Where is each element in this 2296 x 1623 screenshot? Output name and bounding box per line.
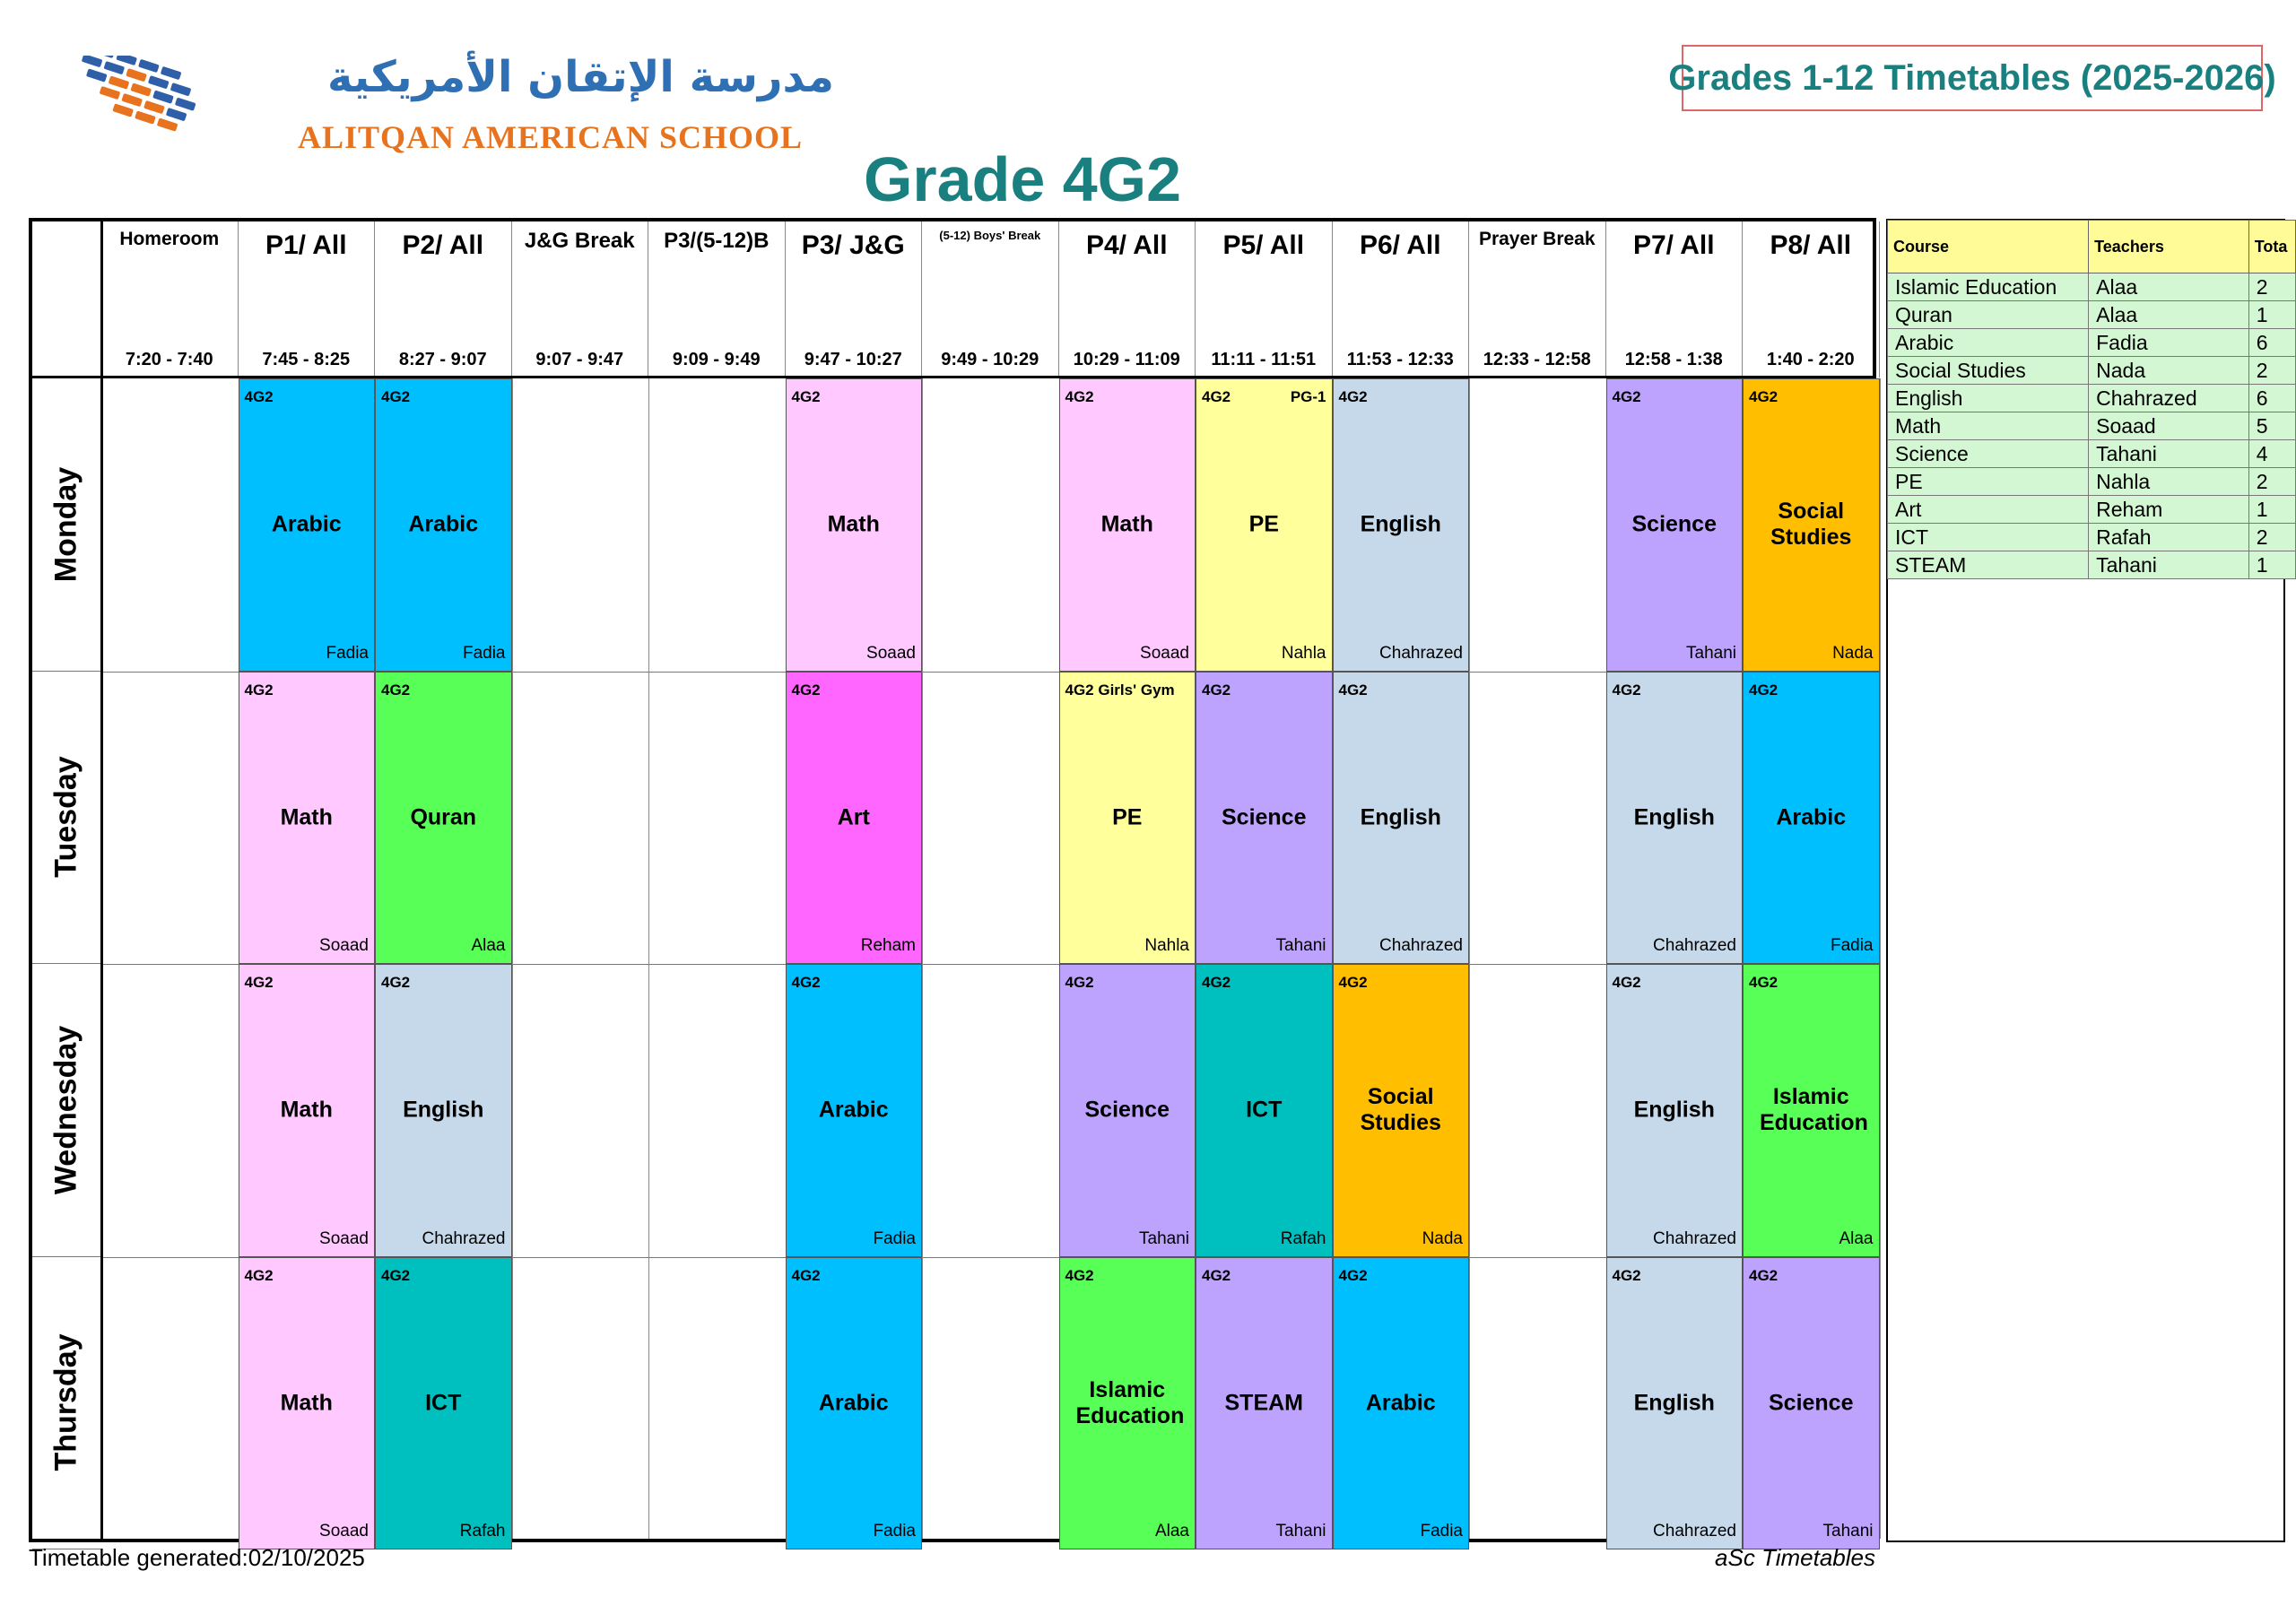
subject-name: Math: [280, 1390, 333, 1416]
subject-name: English: [403, 1097, 484, 1123]
class-code: 4G2: [1612, 1266, 1641, 1284]
teacher-name: Tahani: [1686, 643, 1736, 663]
class-code: 4G2: [1749, 974, 1779, 991]
teacher-name: Soaad: [1140, 643, 1189, 663]
summary-teacher: Alaa: [2089, 301, 2249, 329]
summary-course: Arabic: [1888, 329, 2089, 357]
software-credit: aSc Timetables: [1715, 1544, 1875, 1571]
subject-name: Science: [1221, 804, 1307, 830]
subject-name: Arabic: [1365, 1390, 1436, 1416]
class-code: 4G2: [1065, 974, 1094, 991]
summary-row: [1888, 385, 2296, 412]
teacher-name: Fadia: [462, 643, 506, 663]
teacher-name: Alaa: [1839, 1228, 1874, 1248]
teacher-name: Nahla: [1281, 643, 1326, 663]
class-code: 4G2: [1749, 681, 1779, 699]
summary-course: Quran: [1888, 301, 2089, 329]
summary-col-teachers: Teachers: [2089, 221, 2249, 273]
teacher-name: Chahrazed: [1653, 936, 1736, 955]
teacher-name: Nada: [1422, 1228, 1463, 1248]
teacher-name: Rafah: [1280, 1228, 1326, 1248]
day-label-monday: [32, 378, 100, 672]
subject-name: Science: [1768, 1390, 1854, 1416]
summary-teacher: Nahla: [2089, 468, 2249, 496]
summary-course: Art: [1888, 496, 2089, 524]
lesson-cell[interactable]: [1606, 378, 1744, 672]
class-code: 4G2: [381, 974, 411, 991]
day-label-thursday: [32, 1257, 100, 1550]
summary-teacher: Tahani: [2089, 551, 2249, 579]
lesson-cell[interactable]: [1606, 1257, 1744, 1550]
subject-name: English: [1360, 511, 1441, 537]
day-name: Monday: [48, 466, 83, 582]
summary-row: [1888, 468, 2296, 496]
lesson-cell[interactable]: [239, 672, 376, 965]
subject-name: PE: [1112, 804, 1143, 830]
summary-teacher: Reham: [2089, 496, 2249, 524]
lesson-cell[interactable]: [375, 378, 512, 672]
lesson-cell[interactable]: [1743, 378, 1880, 672]
summary-course: English: [1888, 385, 2089, 412]
lesson-cell[interactable]: [1333, 672, 1470, 965]
subject-name: Science: [1631, 511, 1717, 537]
teacher-name: Chahrazed: [1379, 643, 1463, 663]
subject-name: Islamic Education: [1760, 1084, 1868, 1136]
day-name: Wednesday: [48, 1025, 83, 1194]
summary-row: [1888, 357, 2296, 385]
lesson-cell[interactable]: [1743, 1257, 1880, 1550]
teacher-name: Chahrazed: [1653, 1228, 1736, 1248]
day-label-wednesday: [32, 964, 100, 1257]
period-name: P3/(5-12)B: [664, 229, 770, 253]
teacher-name: Alaa: [471, 936, 506, 955]
period-time: 11:11 - 11:51: [1211, 350, 1317, 369]
teacher-name: Tahani: [1139, 1228, 1189, 1248]
subject-name: Arabic: [408, 511, 479, 537]
class-code: 4G2: [1065, 388, 1094, 405]
period-name: P1/ All: [265, 230, 347, 260]
lesson-cell[interactable]: [1333, 378, 1470, 672]
period-name: P5/ All: [1222, 230, 1305, 260]
lesson-cell[interactable]: [1196, 1257, 1333, 1550]
class-code: 4G2: [1338, 974, 1368, 991]
teacher-name: Chahrazed: [422, 1228, 506, 1248]
period-name: P8/ All: [1770, 230, 1852, 260]
summary-row: [1888, 273, 2296, 301]
teacher-name: Soaad: [319, 1522, 369, 1541]
class-code: 4G2: [381, 388, 411, 405]
period-time: 7:45 - 8:25: [262, 350, 351, 369]
lesson-cell[interactable]: [375, 1257, 512, 1550]
class-code: 4G2: [1338, 681, 1368, 699]
summary-col-course: Course: [1888, 221, 2089, 273]
summary-course: Islamic Education: [1888, 273, 2089, 301]
class-code: 4G2: [1612, 974, 1641, 991]
subject-name: Social Studies: [1770, 499, 1852, 551]
summary-course: STEAM: [1888, 551, 2089, 579]
summary-row: [1888, 551, 2296, 579]
lesson-cell[interactable]: [786, 378, 923, 672]
school-name-english: ALITQAN AMERICAN SCHOOL: [298, 119, 804, 155]
teacher-name: Tahani: [1275, 1522, 1326, 1541]
subject-name: Math: [1100, 511, 1153, 537]
timetable-grid: [29, 218, 1876, 1542]
class-code: 4G2: [1338, 388, 1368, 405]
lesson-cell[interactable]: [1196, 378, 1333, 672]
class-code: 4G2: [1202, 1266, 1231, 1284]
class-code: 4G2: [791, 1266, 821, 1284]
teacher-name: Nahla: [1144, 936, 1189, 955]
teacher-name: Chahrazed: [1379, 936, 1463, 955]
period-header: [648, 221, 786, 378]
subject-name: ICT: [425, 1390, 462, 1416]
period-time: 12:58 - 1:38: [1624, 350, 1723, 369]
teacher-name: Tahani: [1822, 1522, 1874, 1541]
day-name: Thursday: [48, 1333, 83, 1471]
period-time: 9:49 - 10:29: [941, 350, 1039, 369]
class-code: 4G2: [1612, 388, 1641, 405]
room-code: PG-1: [1290, 388, 1326, 405]
period-time: 12:33 - 12:58: [1483, 350, 1591, 369]
class-code: 4G2: [791, 681, 821, 699]
summary-total: 6: [2248, 385, 2295, 412]
period-header: [786, 221, 923, 378]
period-header: [1333, 221, 1470, 378]
subject-name: English: [1633, 1097, 1715, 1123]
teacher-name: Soaad: [319, 1228, 369, 1248]
lesson-cell[interactable]: [1059, 1257, 1196, 1550]
teacher-name: Soaad: [866, 643, 916, 663]
teacher-name: Tahani: [1275, 936, 1326, 955]
lesson-cell[interactable]: [786, 964, 923, 1257]
period-name: P6/ All: [1359, 230, 1441, 260]
day-label-tuesday: [32, 672, 100, 965]
summary-header-row: [1888, 221, 2296, 273]
teacher-name: Rafah: [459, 1522, 506, 1541]
subject-name: ICT: [1246, 1097, 1283, 1123]
period-time: 7:20 - 7:40: [125, 350, 213, 369]
class-code: 4G2: [1749, 1266, 1779, 1284]
period-name: J&G Break: [524, 229, 635, 253]
subject-name: Social Studies: [1360, 1084, 1441, 1136]
teacher-name: Alaa: [1154, 1522, 1189, 1541]
summary-total: 5: [2248, 412, 2295, 440]
period-time: 10:29 - 11:09: [1073, 350, 1180, 369]
summary-course: Science: [1888, 440, 2089, 468]
summary-row: [1888, 329, 2296, 357]
subject-name: Science: [1084, 1097, 1170, 1123]
period-name: P4/ All: [1085, 230, 1168, 260]
summary-total: 4: [2248, 440, 2295, 468]
summary-row: [1888, 301, 2296, 329]
lesson-cell[interactable]: [786, 1257, 923, 1550]
summary-teacher: Fadia: [2089, 329, 2249, 357]
class-code: 4G2: [244, 388, 274, 405]
summary-total: 2: [2248, 524, 2295, 551]
summary-course: Social Studies: [1888, 357, 2089, 385]
subject-name: Arabic: [1776, 804, 1847, 830]
period-header: [922, 221, 1059, 378]
subject-name: English: [1633, 1390, 1715, 1416]
column-divider: [512, 378, 513, 1539]
lesson-cell[interactable]: [1743, 672, 1880, 965]
lesson-cell[interactable]: [239, 378, 376, 672]
summary-total: 2: [2248, 357, 2295, 385]
summary-teacher: Rafah: [2089, 524, 2249, 551]
class-code: 4G2: [244, 974, 274, 991]
period-time: 1:40 - 2:20: [1766, 350, 1855, 369]
period-header: [512, 221, 649, 378]
summary-col-tota: Tota: [2248, 221, 2295, 273]
summary-total: 2: [2248, 273, 2295, 301]
teacher-name: Fadia: [1420, 1522, 1463, 1541]
teacher-name: Fadia: [873, 1228, 916, 1248]
period-name: Homeroom: [119, 229, 220, 249]
subject-name: Arabic: [818, 1390, 889, 1416]
period-header: [239, 221, 376, 378]
period-header: [1606, 221, 1744, 378]
class-code: 4G2: [244, 681, 274, 699]
summary-course: ICT: [1888, 524, 2089, 551]
class-code: 4G2: [244, 1266, 274, 1284]
class-code: 4G2: [1338, 1266, 1368, 1284]
period-time: 9:09 - 9:49: [672, 350, 761, 369]
lesson-cell[interactable]: [786, 672, 923, 965]
subject-name: Math: [280, 1097, 333, 1123]
document-title: Grades 1-12 Timetables (2025-2026): [1682, 45, 2263, 111]
lesson-cell[interactable]: [1059, 964, 1196, 1257]
lesson-cell[interactable]: [239, 1257, 376, 1550]
subject-name: PE: [1248, 511, 1279, 537]
subject-name: Math: [280, 804, 333, 830]
lesson-cell[interactable]: [1196, 964, 1333, 1257]
teacher-name: Fadia: [873, 1522, 916, 1541]
period-time: 8:27 - 9:07: [398, 350, 487, 369]
summary-row: [1888, 412, 2296, 440]
header-divider: [32, 376, 1873, 378]
subject-name: Quran: [410, 804, 477, 830]
column-divider: [922, 378, 923, 1539]
class-code: 4G2: [1065, 1266, 1094, 1284]
class-code: 4G2: [791, 388, 821, 405]
lesson-cell[interactable]: [1606, 964, 1744, 1257]
lesson-cell[interactable]: [375, 672, 512, 965]
teacher-name: Fadia: [326, 643, 369, 663]
lesson-cell[interactable]: [1059, 378, 1196, 672]
period-header: [1469, 221, 1606, 378]
class-code: 4G2: [1202, 681, 1231, 699]
class-code: 4G2: [1202, 388, 1231, 405]
school-name-arabic: مدرسة الإتقان الأمريكية: [327, 52, 834, 102]
summary-teacher: Soaad: [2089, 412, 2249, 440]
day-column-divider: [100, 221, 103, 1539]
teacher-name: Reham: [860, 936, 916, 955]
summary-total: 1: [2248, 301, 2295, 329]
teacher-name: Fadia: [1830, 936, 1874, 955]
period-name: P2/ All: [402, 230, 484, 260]
summary-teacher: Alaa: [2089, 273, 2249, 301]
period-time: 11:53 - 12:33: [1346, 350, 1454, 369]
school-logo: [61, 56, 240, 163]
teacher-name: Nada: [1832, 643, 1874, 663]
subject-name: English: [1633, 804, 1715, 830]
lesson-cell[interactable]: [1059, 672, 1196, 965]
period-header: [1059, 221, 1196, 378]
period-time: 9:47 - 10:27: [804, 350, 902, 369]
subject-name: STEAM: [1224, 1390, 1303, 1416]
column-divider: [648, 378, 649, 1539]
grade-title: Grade 4G2: [863, 144, 1182, 214]
subject-name: English: [1360, 804, 1441, 830]
subject-name: Math: [827, 511, 880, 537]
lesson-cell[interactable]: [1606, 672, 1744, 965]
subject-name: Art: [837, 804, 870, 830]
day-name: Tuesday: [48, 756, 83, 878]
lesson-cell[interactable]: [239, 964, 376, 1257]
column-divider: [1469, 378, 1470, 1539]
period-name: P3/ J&G: [801, 230, 905, 260]
class-code: 4G2: [381, 1266, 411, 1284]
summary-teacher: Tahani: [2089, 440, 2249, 468]
period-name: P7/ All: [1632, 230, 1715, 260]
summary-row: [1888, 496, 2296, 524]
summary-total: 6: [2248, 329, 2295, 357]
summary-row: [1888, 524, 2296, 551]
class-code: 4G2 Girls' Gym: [1065, 681, 1175, 699]
period-name: Prayer Break: [1478, 229, 1596, 249]
lesson-cell[interactable]: [375, 964, 512, 1257]
subject-name: Arabic: [271, 511, 342, 537]
lesson-cell[interactable]: [1743, 964, 1880, 1257]
subject-name: Islamic Education: [1075, 1376, 1185, 1428]
summary-teacher: Chahrazed: [2089, 385, 2249, 412]
teacher-name: Chahrazed: [1653, 1522, 1736, 1541]
period-name: (5-12) Boys' Break: [939, 229, 1041, 242]
class-code: 4G2: [791, 974, 821, 991]
lesson-cell[interactable]: [1333, 1257, 1470, 1550]
summary-course: PE: [1888, 468, 2089, 496]
course-summary-table: [1887, 220, 2296, 579]
period-header: [1196, 221, 1333, 378]
summary-teacher: Nada: [2089, 357, 2249, 385]
lesson-cell[interactable]: [1196, 672, 1333, 965]
column-divider: [1880, 378, 1881, 1539]
class-code: 4G2: [1749, 388, 1779, 405]
lesson-cell[interactable]: [1333, 964, 1470, 1257]
summary-total: 1: [2248, 551, 2295, 579]
period-header: [375, 221, 512, 378]
period-time: 9:07 - 9:47: [535, 350, 624, 369]
summary-total: 1: [2248, 496, 2295, 524]
summary-row: [1888, 440, 2296, 468]
teacher-name: Soaad: [319, 936, 369, 955]
period-header: [1743, 221, 1880, 378]
subject-name: Arabic: [818, 1097, 889, 1123]
class-code: 4G2: [1202, 974, 1231, 991]
generated-date: Timetable generated:02/10/2025: [29, 1544, 365, 1571]
period-header: [101, 221, 239, 378]
class-code: 4G2: [381, 681, 411, 699]
class-code: 4G2: [1612, 681, 1641, 699]
summary-total: 2: [2248, 468, 2295, 496]
summary-course: Math: [1888, 412, 2089, 440]
